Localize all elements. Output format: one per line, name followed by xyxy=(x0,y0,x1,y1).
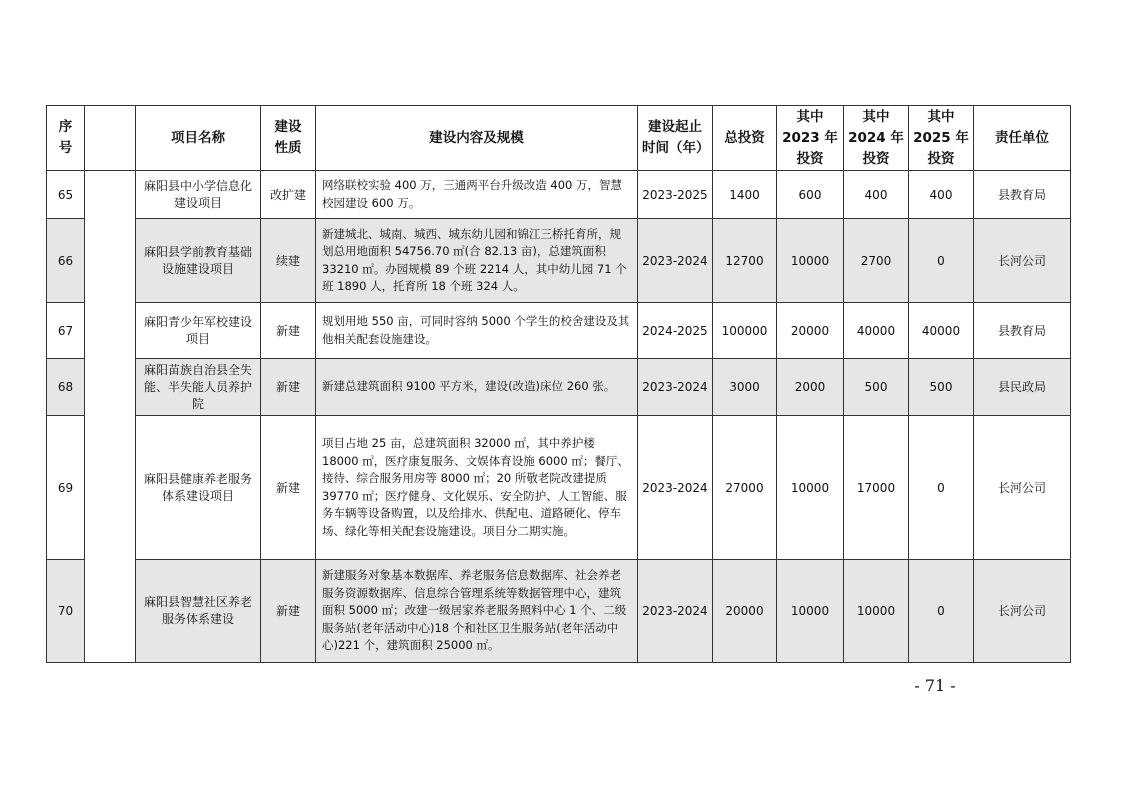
cell-seq: 67 xyxy=(47,303,85,359)
table-row xyxy=(47,416,1071,560)
cell-total: 20000 xyxy=(713,560,777,663)
cell-seq: 68 xyxy=(47,359,85,416)
cell-2023: 10000 xyxy=(777,219,844,303)
cell-2025: 40000 xyxy=(909,303,974,359)
cell-content: 项目占地 25 亩，总建筑面积 32000 ㎡，其中养护楼 18000 ㎡，医疗康复服务、文娱体育设施 6000 ㎡；餐厅、接待、综合服务用房等 8000 ㎡；20 所敬老院改建提质 39770 ㎡；医疗健身、文化娱乐、安全防护、人工智能、服务车辆等设备购置，以及给排水、供配电、道路硬化、停车场、绿化等相关配套设施建设。项目分二期实施。 xyxy=(316,416,638,560)
table-row xyxy=(47,171,1071,219)
cell-total: 3000 xyxy=(713,359,777,416)
header-period: 建设起止 时间（年） xyxy=(638,106,713,171)
project-table xyxy=(46,105,1071,663)
cell-content: 新建城北、城南、城西、城东幼儿园和锦江三桥托育所，规划总用地面积 54756.70 ㎡(合 82.13 亩)，总建筑面积 33210 ㎡。办园规模 89 个班 2214 人，其中幼儿园 71 个班 1890 人，托育所 18 个班 324 人。 xyxy=(316,219,638,303)
cell-period: 2023-2025 xyxy=(638,171,713,219)
header-content: 建设内容及规模 xyxy=(316,106,638,171)
cell-nature: 新建 xyxy=(261,359,316,416)
cell-name: 麻阳县智慧社区养老服务体系建设 xyxy=(136,560,261,663)
cell-2023: 20000 xyxy=(777,303,844,359)
cell-nature: 改扩建 xyxy=(261,171,316,219)
cell-period: 2023-2024 xyxy=(638,219,713,303)
cell-2023: 2000 xyxy=(777,359,844,416)
cell-name: 麻阳县中小学信息化建设项目 xyxy=(136,171,261,219)
cell-2023: 600 xyxy=(777,171,844,219)
cell-name: 麻阳苗族自治县全失能、半失能人员养护院 xyxy=(136,359,261,416)
cell-2025: 400 xyxy=(909,171,974,219)
cell-content: 新建总建筑面积 9100 平方米，建设(改造)床位 260 张。 xyxy=(316,359,638,416)
header-2024: 其中 2024 年 投资 xyxy=(844,106,909,171)
cell-2023: 10000 xyxy=(777,560,844,663)
header-name: 项目名称 xyxy=(136,106,261,171)
cell-period: 2023-2024 xyxy=(638,416,713,560)
cell-2024: 500 xyxy=(844,359,909,416)
header-total: 总投资 xyxy=(713,106,777,171)
cell-total: 1400 xyxy=(713,171,777,219)
cell-2025: 0 xyxy=(909,416,974,560)
cell-total: 27000 xyxy=(713,416,777,560)
cell-total: 12700 xyxy=(713,219,777,303)
header-nature: 建设 性质 xyxy=(261,106,316,171)
cell-unit: 长河公司 xyxy=(974,560,1071,663)
cell-2025: 0 xyxy=(909,560,974,663)
cell-2024: 10000 xyxy=(844,560,909,663)
cell-2024: 2700 xyxy=(844,219,909,303)
page-number: - 71 - xyxy=(914,676,956,695)
cell-unit: 县教育局 xyxy=(974,303,1071,359)
header-2025: 其中 2025 年 投资 xyxy=(909,106,974,171)
cell-unit: 长河公司 xyxy=(974,416,1071,560)
cell-2024: 40000 xyxy=(844,303,909,359)
cell-seq: 69 xyxy=(47,416,85,560)
table-row xyxy=(47,219,1071,303)
header-seq: 序 号 xyxy=(47,106,85,171)
cell-content: 新建服务对象基本数据库、养老服务信息数据库、社会养老服务资源数据库、信息综合管理系统等数据管理中心，建筑面积 5000 ㎡；改建一级居家养老服务照料中心 1 个、二级服务站(老年活动中心)18 个和社区卫生服务站(老年活动中心)221 个，建筑面积 25000 ㎡。 xyxy=(316,560,638,663)
header-row xyxy=(47,106,1071,171)
cell-total: 100000 xyxy=(713,303,777,359)
table-row xyxy=(47,303,1071,359)
cell-content: 网络联校实验 400 万，三通两平台升级改造 400 万，智慧校园建设 600 万。 xyxy=(316,171,638,219)
cell-nature: 新建 xyxy=(261,416,316,560)
cell-period: 2023-2024 xyxy=(638,560,713,663)
cell-name: 麻阳县学前教育基础设施建设项目 xyxy=(136,219,261,303)
cell-nature: 新建 xyxy=(261,303,316,359)
cell-seq: 65 xyxy=(47,171,85,219)
cell-2024: 17000 xyxy=(844,416,909,560)
header-unit: 责任单位 xyxy=(974,106,1071,171)
cell-name: 麻阳青少年军校建设项目 xyxy=(136,303,261,359)
cell-blank xyxy=(85,171,136,663)
table-row xyxy=(47,359,1071,416)
cell-2023: 10000 xyxy=(777,416,844,560)
cell-content: 规划用地 550 亩，可同时容纳 5000 个学生的校舍建设及其他相关配套设施建设。 xyxy=(316,303,638,359)
cell-2024: 400 xyxy=(844,171,909,219)
cell-2025: 500 xyxy=(909,359,974,416)
header-blank xyxy=(85,106,136,171)
cell-unit: 县民政局 xyxy=(974,359,1071,416)
table-row xyxy=(47,560,1071,663)
cell-2025: 0 xyxy=(909,219,974,303)
cell-period: 2024-2025 xyxy=(638,303,713,359)
cell-seq: 70 xyxy=(47,560,85,663)
cell-name: 麻阳县健康养老服务体系建设项目 xyxy=(136,416,261,560)
cell-nature: 新建 xyxy=(261,560,316,663)
cell-unit: 县教育局 xyxy=(974,171,1071,219)
header-2023: 其中 2023 年 投资 xyxy=(777,106,844,171)
cell-seq: 66 xyxy=(47,219,85,303)
cell-nature: 续建 xyxy=(261,219,316,303)
cell-period: 2023-2024 xyxy=(638,359,713,416)
cell-unit: 长河公司 xyxy=(974,219,1071,303)
